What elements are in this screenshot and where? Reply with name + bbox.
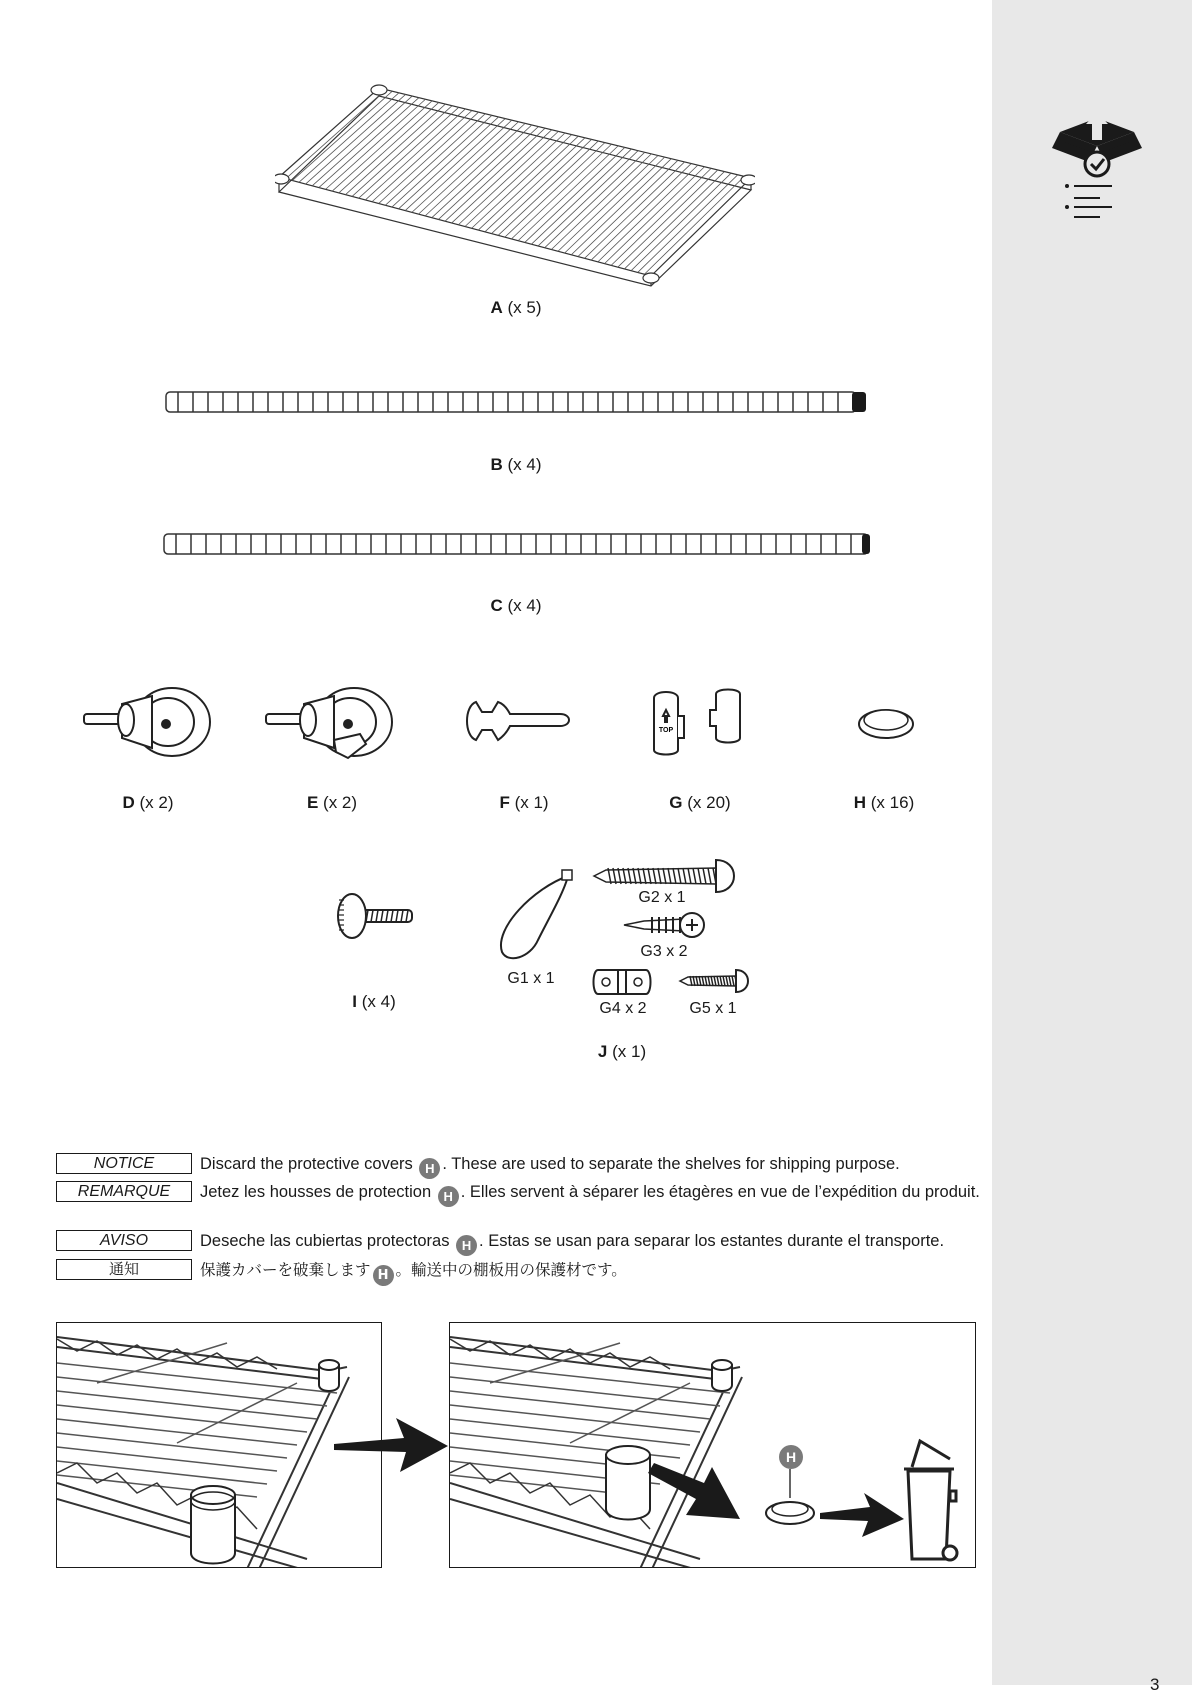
notice-en-text: Discard the protective covers H . These are used to separate the shelves for shipping purpose. — [200, 1153, 980, 1179]
part-f-label: F (x 1) — [499, 793, 549, 812]
page-number: 3 — [1150, 1675, 1160, 1694]
remove-arrow-icon — [648, 1463, 740, 1519]
part-h-label: H (x 16) — [853, 793, 915, 812]
part-c-label: C (x 4) — [490, 596, 542, 615]
notice-es-label: AVISO — [56, 1230, 192, 1251]
anchor-g3-drawing — [622, 909, 706, 941]
screw-g5-drawing — [678, 968, 750, 994]
notice-en-label: NOTICE — [56, 1153, 192, 1174]
trash-can-icon — [904, 1441, 957, 1560]
kit-g1-label: G1 x 1 — [507, 970, 555, 987]
kit-g5-label: G5 x 1 — [689, 1000, 737, 1017]
part-g-label: G (x 20) — [669, 793, 731, 812]
notice-jp-label: 通知 — [56, 1259, 192, 1280]
notice-en — [56, 1153, 980, 1179]
remove-cover-drawing — [450, 1323, 976, 1568]
part-d-label: D (x 2) — [122, 793, 174, 812]
discard-arrow-icon — [820, 1493, 904, 1537]
part-e-label: E (x 2) — [306, 793, 358, 812]
notice-es-text: Deseche las cubiertas protectoras H . Estas se usan para separar los estantes durante el transporte. — [200, 1230, 980, 1256]
notice-jp-text: 保護カバーを破棄します H 。輸送中の棚板用の保護材です。 — [200, 1259, 980, 1286]
cable-tie-g1-drawing — [494, 868, 576, 964]
callout-h: H — [785, 1449, 797, 1465]
next-step-arrow-icon — [334, 1416, 448, 1472]
after-panel — [449, 1322, 976, 1568]
part-j-label: J (x 1) — [597, 1042, 647, 1061]
sleeve-top-text: TOP — [658, 727, 674, 734]
notice-jp — [56, 1259, 980, 1286]
protective-cover-h-drawing — [856, 704, 916, 740]
part-a-label: A (x 5) — [490, 298, 542, 317]
notice-es — [56, 1230, 980, 1256]
caster-e-drawing — [264, 682, 396, 764]
kit-g2-label: G2 x 1 — [638, 889, 686, 906]
sidebar — [992, 0, 1192, 1685]
notice-fr-label: REMARQUE — [56, 1181, 192, 1202]
caster-d-drawing — [82, 682, 214, 762]
removed-cover-h — [766, 1502, 814, 1524]
pole-b-drawing — [164, 390, 868, 414]
notice-fr — [56, 1181, 980, 1207]
leveling-foot-i-drawing — [332, 890, 416, 942]
bracket-g4-drawing — [592, 966, 652, 998]
part-b-label: B (x 4) — [490, 455, 542, 474]
pole-c-drawing — [162, 532, 872, 556]
cover-h-badge: H — [456, 1235, 477, 1256]
wrench-f-drawing — [462, 696, 572, 746]
cover-h-badge: H — [438, 1186, 459, 1207]
box-checklist-icon — [1052, 112, 1142, 222]
part-i-label: I (x 4) — [352, 992, 396, 1011]
notice-fr-text: Jetez les housses de protection H . Elles servent à séparer les étagères en vue de l’expédition du produit. — [200, 1181, 980, 1207]
sleeve-g-drawing — [650, 686, 754, 758]
kit-g3-label: G3 x 2 — [640, 943, 688, 960]
wire-shelf-drawing — [275, 82, 755, 287]
cover-h-badge: H — [419, 1158, 440, 1179]
cover-h-badge: H — [373, 1265, 394, 1286]
kit-g4-label: G4 x 2 — [599, 1000, 647, 1017]
